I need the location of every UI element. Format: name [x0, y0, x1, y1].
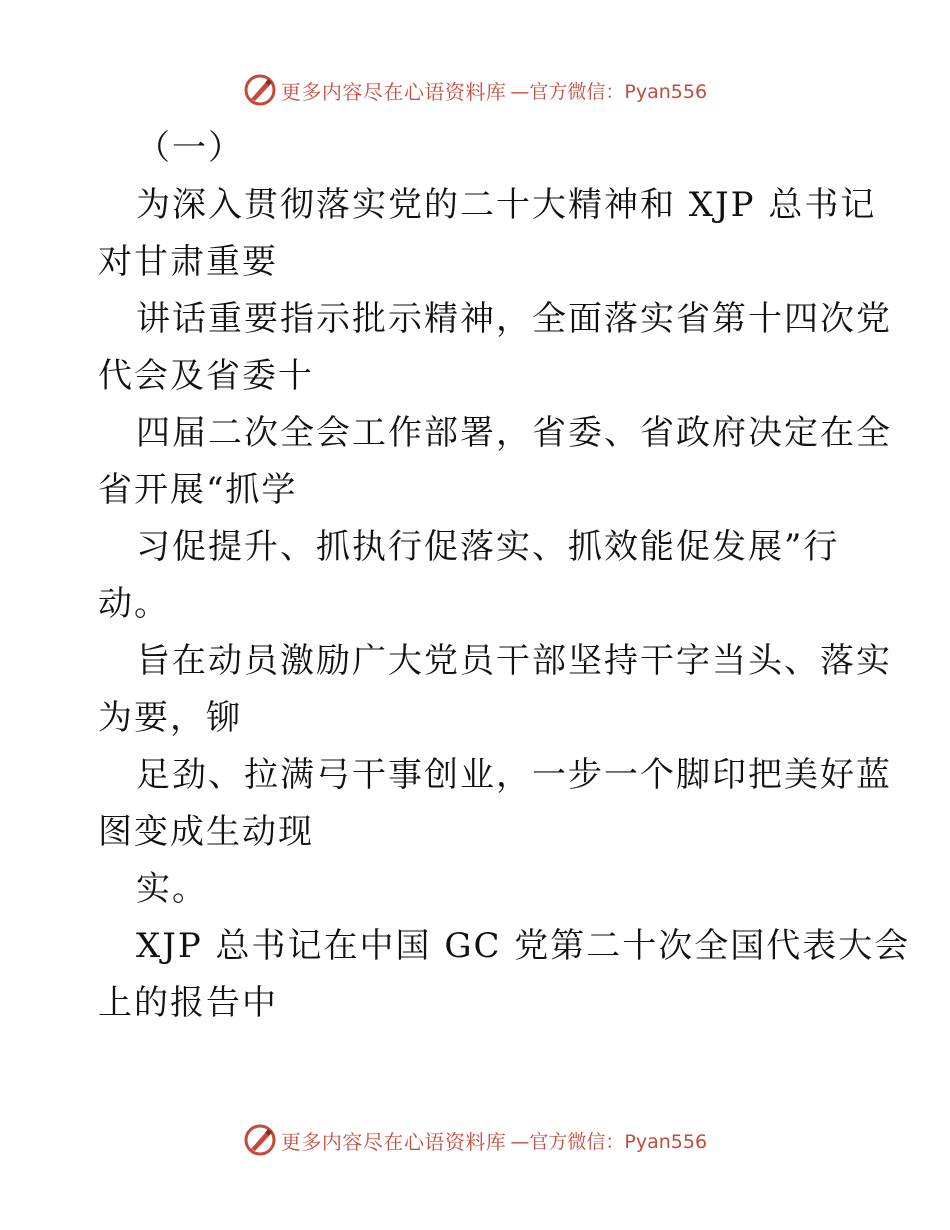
paragraph-line: 为深入贯彻落实党的二十大精神和 XJP 总书记 [136, 185, 877, 225]
paragraph-line: 实。 [136, 869, 208, 909]
watermark-contact-text: —官方微信：Pyan556 [510, 1130, 708, 1153]
pen-logo-icon [243, 73, 277, 107]
paragraph-line: 讲话重要指示批示精神，全面落实省第十四次党 [136, 299, 892, 339]
paragraph-line: 动。 [98, 584, 170, 624]
paragraph-line: 省开展“抓学 [98, 470, 298, 510]
paragraph-line: 图变成生动现 [98, 812, 314, 852]
paragraph-line: 旨在动员激励广大党员干部坚持干字当头、落实 [136, 641, 892, 681]
paragraph-line: 四届二次全会工作部署，省委、省政府决定在全 [136, 413, 892, 453]
pen-logo-icon [243, 1123, 277, 1157]
document-body [98, 120, 911, 1032]
paragraph-line: 足劲、拉满弓干事创业，一步一个脚印把美好蓝 [136, 755, 892, 795]
paragraph-line: 代会及省委十 [98, 356, 314, 396]
header-watermark [0, 70, 950, 110]
watermark-main-text: 更多内容尽在心语资料库 [280, 1129, 507, 1154]
watermark-main-text: 更多内容尽在心语资料库 [280, 79, 507, 104]
watermark-contact-text: —官方微信：Pyan556 [510, 80, 708, 103]
paragraph-line: 习促提升、抓执行促落实、抓效能促发展”行 [136, 527, 840, 567]
paragraph-line: 上的报告中 [98, 983, 278, 1023]
paragraph-line: 对甘肃重要 [98, 242, 278, 282]
paragraph-line: 为要，铆 [98, 698, 242, 738]
section-heading: （一） [136, 128, 244, 168]
paragraph-line: XJP 总书记在中国 GC 党第二十次全国代表大会 [136, 926, 911, 966]
footer-watermark [0, 1120, 950, 1160]
